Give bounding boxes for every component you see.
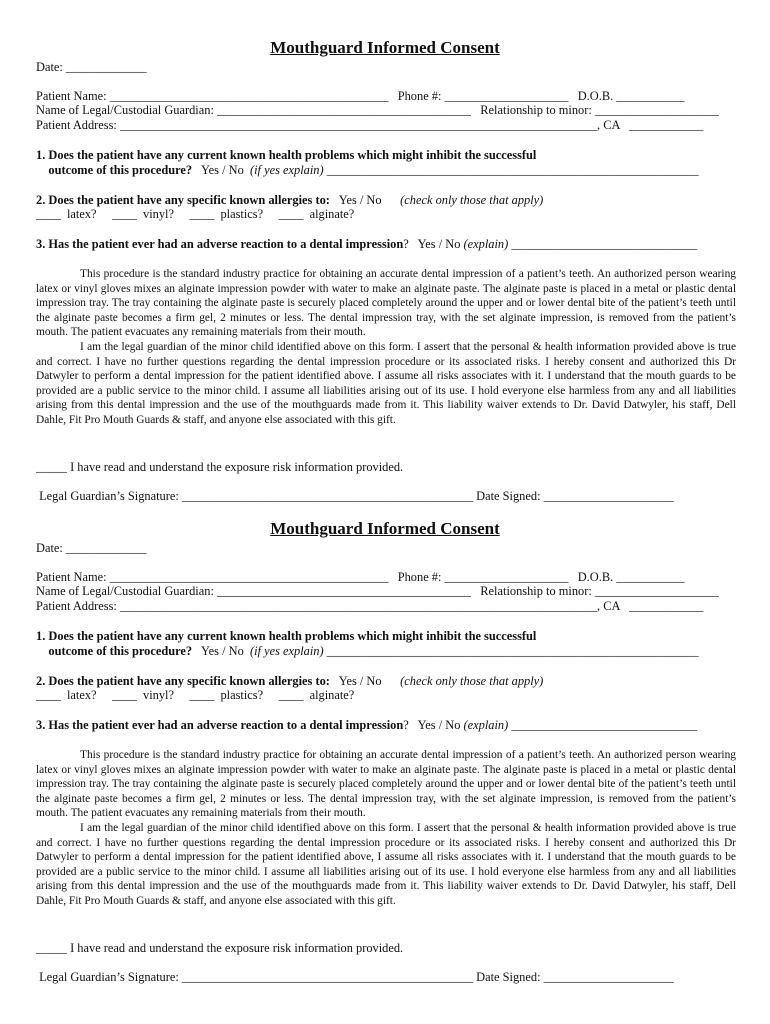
allergy-options[interactable]: ____ latex? ____ vinyl? ____ plastics? ____ alginate? (36, 207, 355, 221)
waiver-paragraph: I am the legal guardian of the minor child identified above on this form. I assert that the personal & health information provided above is true and correct. I have no further questions regarding the dental impression procedure or its associated risks. I hereby consent and authorized this Dr Datwyler to perform a dental impression for the patient identified above. I assume all risks associates with it. I understand that the mouth guards to be provided are a public service to the minor child. I assume all liabilities arising out of its use. I hold everyone else harmless from any and all liabilities arising from this dental impression and the use of the mouthguards made from it. This liability waiver extends to Dr. David Datwyler, his staff, Dell Dahle, Fit Pro Mouth Guards & staff, and anyone else associated with this gift. (36, 340, 736, 426)
acknowledgement-line[interactable]: _____ I have read and understand the exposure risk information provided. (36, 941, 404, 955)
explain-hint: (explain) (463, 718, 509, 732)
patient-name-row[interactable]: Patient Name: _____________________________________________ Phone #: ____________________ D.O.B. ___________ (36, 89, 685, 103)
question-1-text: 1. Does the patient have any current known health problems which might inhibit the successful (36, 148, 537, 162)
question-1-text: 1. Does the patient have any current known health problems which might inhibit the successful (36, 629, 537, 643)
acknowledgement-line[interactable]: _____ I have read and understand the exposure risk information provided. (36, 460, 404, 474)
question-1-text-cont: outcome of this procedure? (36, 163, 193, 177)
question-3-text: 3. Has the patient ever had an adverse reaction to a dental impression (36, 718, 404, 732)
explain-hint: (if yes explain) (249, 163, 324, 177)
question-2-text: 2. Does the patient have any specific known allergies to: (36, 674, 330, 688)
guardian-name-row[interactable]: Name of Legal/Custodial Guardian: _________________________________________ Relationship to minor: ____________________ (36, 103, 719, 117)
question-2 (36, 674, 543, 689)
consent-form-2 (0, 481, 770, 993)
question-3[interactable] (36, 718, 697, 733)
yes-no-option[interactable]: Yes / No (192, 163, 250, 177)
patient-address-row[interactable]: Patient Address: _____________________________________________________________________________, CA ____________ (36, 118, 704, 132)
check-hint: (check only those that apply) (400, 193, 544, 207)
question-1-answer[interactable] (36, 163, 698, 178)
consent-text (36, 748, 736, 909)
form-title: Mouthguard Informed Consent (270, 38, 500, 57)
question-3-text: 3. Has the patient ever had an adverse reaction to a dental impression (36, 237, 404, 251)
question-1-text-cont: outcome of this procedure? (36, 644, 193, 658)
explain-blank[interactable]: ____________________________________________________________ (323, 163, 699, 177)
yes-no-option[interactable]: Yes / No (329, 193, 401, 207)
yes-no-option[interactable]: ? Yes / No (403, 237, 464, 251)
question-1 (36, 629, 536, 644)
signature-row[interactable]: Legal Guardian’s Signature: _______________________________________________ Date Signed: _____________________ (36, 489, 674, 503)
question-1 (36, 148, 536, 163)
date-field[interactable]: Date: _____________ (36, 541, 147, 555)
explain-hint: (explain) (463, 237, 509, 251)
consent-text (36, 267, 736, 428)
yes-no-option[interactable]: Yes / No (192, 644, 250, 658)
question-2 (36, 193, 543, 208)
procedure-paragraph: This procedure is the standard industry practice for obtaining an accurate dental impression of a patient’s teeth. An authorized person wearing latex or vinyl gloves mixes an alginate impression powder with water to make an alginate paste. The alginate paste is placed in a metal or plastic dental impression tray. The tray containing the alginate paste is securely placed completely around the upper and or lower dental bite of the patient’s teeth until the alginate paste becomes a firm gel, 2 minutes or less. The dental impression tray, with the set alginate impression, is removed from the patient’s mouth. The patient evacuates any remaining materials from their mouth. (36, 749, 736, 820)
patient-name-row[interactable]: Patient Name: _____________________________________________ Phone #: ____________________ D.O.B. ___________ (36, 570, 685, 584)
yes-no-option[interactable]: ? Yes / No (403, 718, 464, 732)
waiver-paragraph: I am the legal guardian of the minor child identified above on this form. I assert that the personal & health information provided above is true and correct. I have no further questions regarding the dental impression procedure or its associated risks. I hereby consent and authorized this Dr Datwyler to perform a dental impression for the patient identified above, I assume all risks associates with it. I understand that the mouth guards to be provided are a public service to the minor child. I assume all liabilities arising out of its use. I hold everyone else harmless from any and all liabilities arising from this dental impression and the use of the mouthguards made from it. This liability waiver extends to Dr. David Datwyler, his staff, Dell Dahle, Fit Pro Mouth Guards & staff, and anyone else associated with this gift. (36, 821, 736, 907)
check-hint: (check only those that apply) (400, 674, 544, 688)
question-3[interactable] (36, 237, 697, 252)
explain-hint: (if yes explain) (249, 644, 324, 658)
question-1-answer[interactable] (36, 644, 698, 659)
patient-address-row[interactable]: Patient Address: _____________________________________________________________________________, CA ____________ (36, 599, 704, 613)
signature-row[interactable]: Legal Guardian’s Signature: _______________________________________________ Date Signed: _____________________ (36, 970, 674, 984)
question-2-text: 2. Does the patient have any specific known allergies to: (36, 193, 330, 207)
explain-blank[interactable]: ______________________________ (508, 237, 698, 251)
explain-blank[interactable]: ______________________________ (508, 718, 698, 732)
explain-blank[interactable]: ____________________________________________________________ (323, 644, 699, 658)
guardian-name-row[interactable]: Name of Legal/Custodial Guardian: _________________________________________ Relationship to minor: ____________________ (36, 584, 719, 598)
date-field[interactable]: Date: _____________ (36, 60, 147, 74)
yes-no-option[interactable]: Yes / No (329, 674, 401, 688)
allergy-options[interactable]: ____ latex? ____ vinyl? ____ plastics? ____ alginate? (36, 688, 355, 702)
procedure-paragraph: This procedure is the standard industry practice for obtaining an accurate dental impression of a patient’s teeth. An authorized person wearing latex or vinyl gloves mixes an alginate impression powder with water to make an alginate paste. The alginate paste is placed in a metal or plastic dental impression tray. The tray containing the alginate paste is securely placed completely around the upper and or lower dental bite of the patient’s teeth until the alginate paste becomes a firm gel, 2 minutes or less. The dental impression tray, with the set alginate impression, is removed from the patient’s mouth. The patient evacuates any remaining materials from their mouth. (36, 268, 736, 339)
form-title: Mouthguard Informed Consent (270, 519, 500, 538)
